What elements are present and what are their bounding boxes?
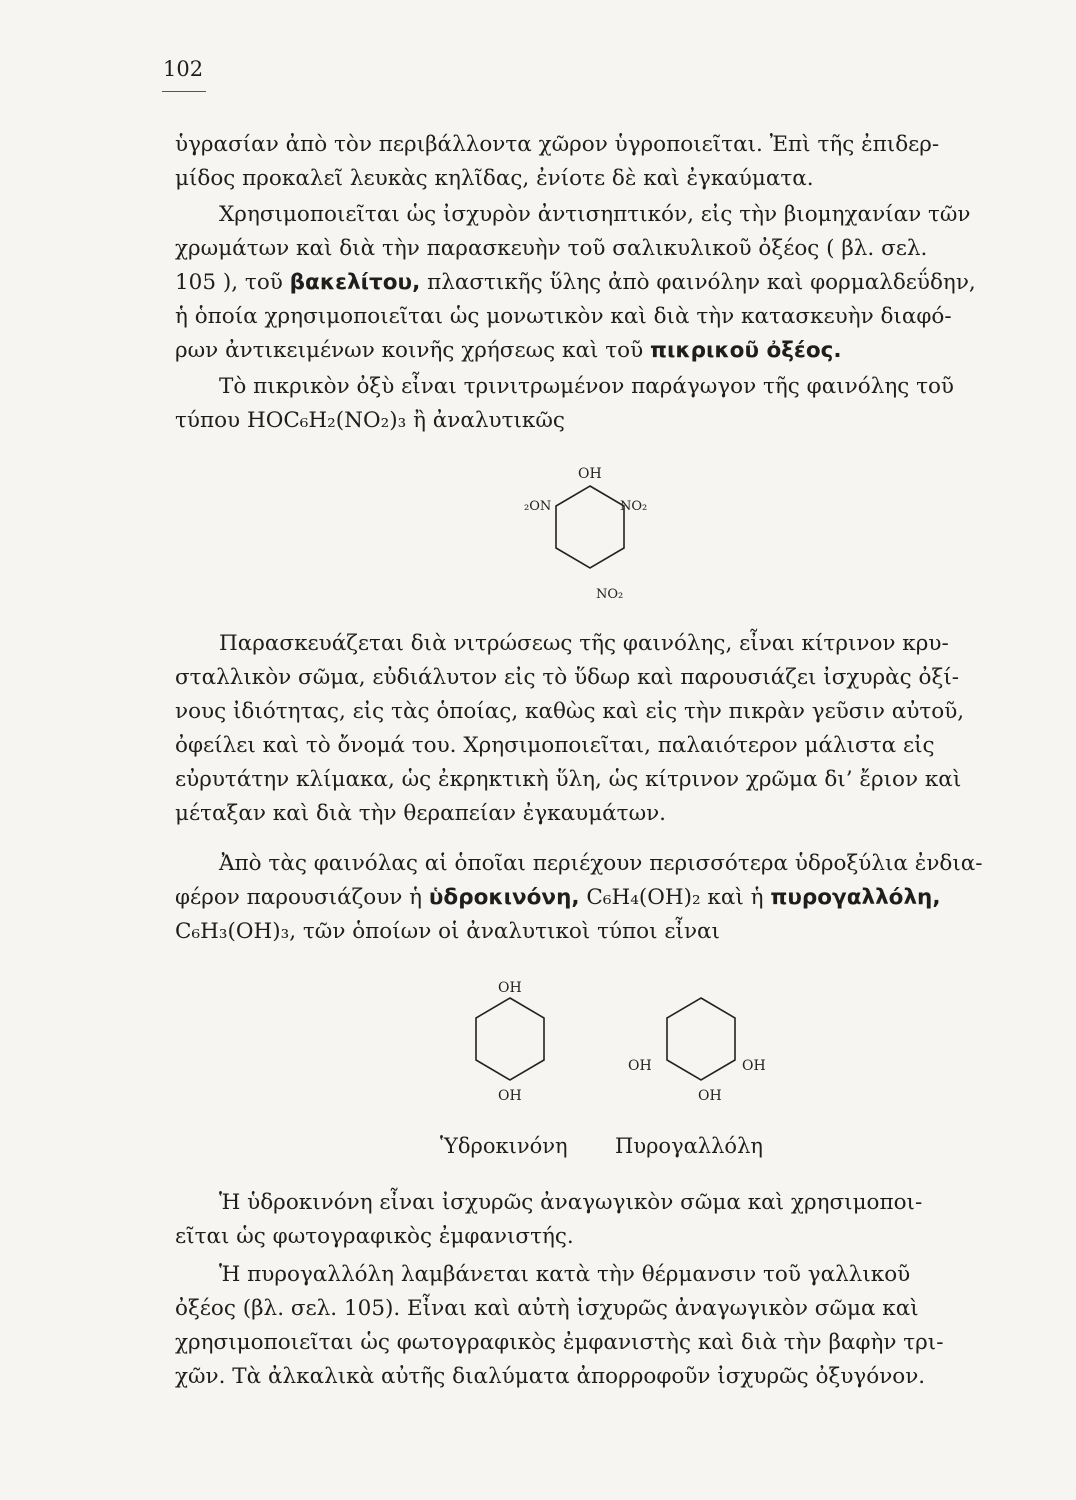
text-line: Χρησιμοποιεῖται ὡς ἰσχυρὸν ἀντισηπτικόν, εἰς τὴν βιομηχανίαν τῶν — [219, 202, 971, 227]
text-line: μέταξαν καὶ διὰ τὴν θεραπείαν ἐγκαυμάτων. — [175, 801, 667, 826]
pyrogallol-structure — [626, 978, 776, 1128]
text-line: Τὸ πικρικὸν ὀξὺ εἶναι τρινιτρωμένον παράγωγον τῆς φαινόλης τοῦ — [219, 374, 954, 399]
no2-left-label: ₂ON — [524, 499, 552, 514]
text-line: σταλλικὸν σῶμα, εὐδιάλυτον εἰς τὸ ὕδωρ καὶ παρουσιάζει ἰσχυρὰς ὀξί- — [175, 665, 960, 690]
text-run: ἢ ἀναλυτικῶς — [406, 408, 565, 433]
term-hydroquinone: ὑδροκινόνη, — [428, 885, 580, 910]
benzene-ring — [667, 998, 735, 1080]
oh-top-label: OH — [498, 980, 522, 996]
paragraph-1 — [175, 128, 1040, 196]
text-line: ὑγρασίαν ἀπὸ τὸν περιβάλλοντα χῶρον ὑγροποιεῖται. Ἐπὶ τῆς ἐπιδερ- — [175, 132, 940, 157]
paragraph-6 — [175, 1186, 1040, 1254]
paragraph-5 — [175, 847, 1040, 949]
text-line: Παρασκευάζεται διὰ νιτρώσεως τῆς φαινόλης, εἶναι κίτρινον κρυ- — [219, 631, 949, 656]
text-line: εῖται ὡς φωτογραφικὸς ἐμφανιστής. — [175, 1224, 574, 1249]
paragraph-2 — [175, 198, 1040, 368]
oh-label: OH — [578, 466, 602, 482]
oh-bottom-label: OH — [698, 1088, 722, 1104]
text-line: ὀφείλει καὶ τὸ ὄνομά του. Χρησιμοποιεῖται, παλαιότερον μάλιστα εἰς — [175, 733, 935, 758]
text-run: C₆H₄(OH)₂ καὶ ἡ — [579, 885, 771, 910]
pyrogallol-caption: Πυρογαλλόλη — [615, 1134, 763, 1158]
text-line: Ἡ πυρογαλλόλη λαμβάνεται κατὰ τὴν θέρμανσιν τοῦ γαλλικοῦ — [219, 1262, 911, 1287]
text-run: , τῶν ὁποίων οἱ ἀναλυτικοὶ τύποι εἶναι — [289, 919, 720, 944]
text-line — [175, 915, 1040, 949]
paragraph-3 — [175, 370, 1040, 438]
text-line: ὀξέος (βλ. σελ. 105). Εἶναι καὶ αὐτὴ ἰσχυρῶς ἀναγωγικὸν σῶμα καὶ — [175, 1296, 919, 1321]
hydroquinone-structure — [460, 978, 560, 1128]
text-line — [175, 881, 1040, 915]
text-line: Ἡ ὑδροκινόνη εἶναι ἰσχυρῶς ἀναγωγικὸν σῶμα καὶ χρησιμοποι- — [219, 1190, 923, 1215]
header-rule — [162, 91, 206, 92]
pyrogallol-formula: C₆H₃(OH)₃ — [175, 919, 290, 944]
paragraph-7 — [175, 1258, 1040, 1394]
text-line — [175, 404, 1040, 438]
text-run: 105 ), τοῦ — [175, 270, 290, 295]
text-line: ἡ ὁποία χρησιμοποιεῖται ὡς μονωτικὸν καὶ διὰ τὴν κατασκευὴν διαφό- — [175, 304, 952, 329]
hydroquinone-caption: Ὑδροκινόνη — [440, 1134, 568, 1158]
oh-right-label: OH — [742, 1058, 766, 1074]
text-line: χῶν. Τὰ ἀλκαλικὰ αὐτῆς διαλύματα ἀπορροφοῦν ἰσχυρῶς ὀξυγόνον. — [175, 1364, 926, 1389]
text-line — [175, 266, 1040, 300]
page-number: 102 — [163, 57, 204, 81]
text-run: φέρον παρουσιάζουν ἡ — [175, 885, 429, 910]
no2-bottom-label: NO₂ — [596, 587, 624, 602]
text-line — [175, 334, 1040, 368]
term-pyrogallol: πυρογαλλόλη, — [770, 885, 941, 910]
paragraph-4 — [175, 627, 1040, 831]
term-picric-acid: πικρικοῦ ὀξέος. — [649, 338, 842, 363]
text-line: μίδος προκαλεῖ λευκὰς κηλῖδας, ἐνίοτε δὲ καὶ ἐγκαύματα. — [175, 166, 814, 191]
benzene-ring — [556, 486, 624, 568]
text-line: Ἀπὸ τὰς φαινόλας αἱ ὁποῖαι περιέχουν περισσότερα ὑδροξύλια ἐνδια- — [219, 851, 983, 876]
text-run: πλαστικῆς ὕλης ἀπὸ φαινόλην καὶ φορμαλδεΰδην, — [420, 270, 976, 295]
oh-bottom-label: OH — [498, 1088, 522, 1104]
benzene-ring — [476, 998, 544, 1080]
text-line: χρησιμοποιεῖται ὡς φωτογραφικὸς ἐμφανιστὴς καὶ διὰ τὴν βαφὴν τρι- — [175, 1330, 944, 1355]
text-run: τύπου — [175, 408, 247, 433]
term-bakelite: βακελίτου, — [289, 270, 421, 295]
text-line: χρωμάτων καὶ διὰ τὴν παρασκευὴν τοῦ σαλικυλικοῦ ὀξέος ( βλ. σελ. — [175, 236, 928, 261]
picric-acid-structure — [520, 458, 660, 608]
text-run: ρων ἀντικειμένων κοινῆς χρήσεως καὶ τοῦ — [175, 338, 650, 363]
text-line: εὐρυτάτην κλίμακα, ὡς ἐκρηκτικὴ ὕλη, ὡς κίτρινον χρῶμα δι’ ἔριον καὶ — [175, 767, 962, 792]
no2-right-label: NO₂ — [620, 499, 648, 514]
picric-formula: HOC₆H₂(NO₂)₃ — [246, 408, 407, 433]
text-line: νους ἰδιότητας, εἰς τὰς ὁποίας, καθὼς καὶ εἰς τὴν πικρὰν γεῦσιν αὐτοῦ, — [175, 699, 965, 724]
oh-left-label: OH — [628, 1058, 652, 1074]
